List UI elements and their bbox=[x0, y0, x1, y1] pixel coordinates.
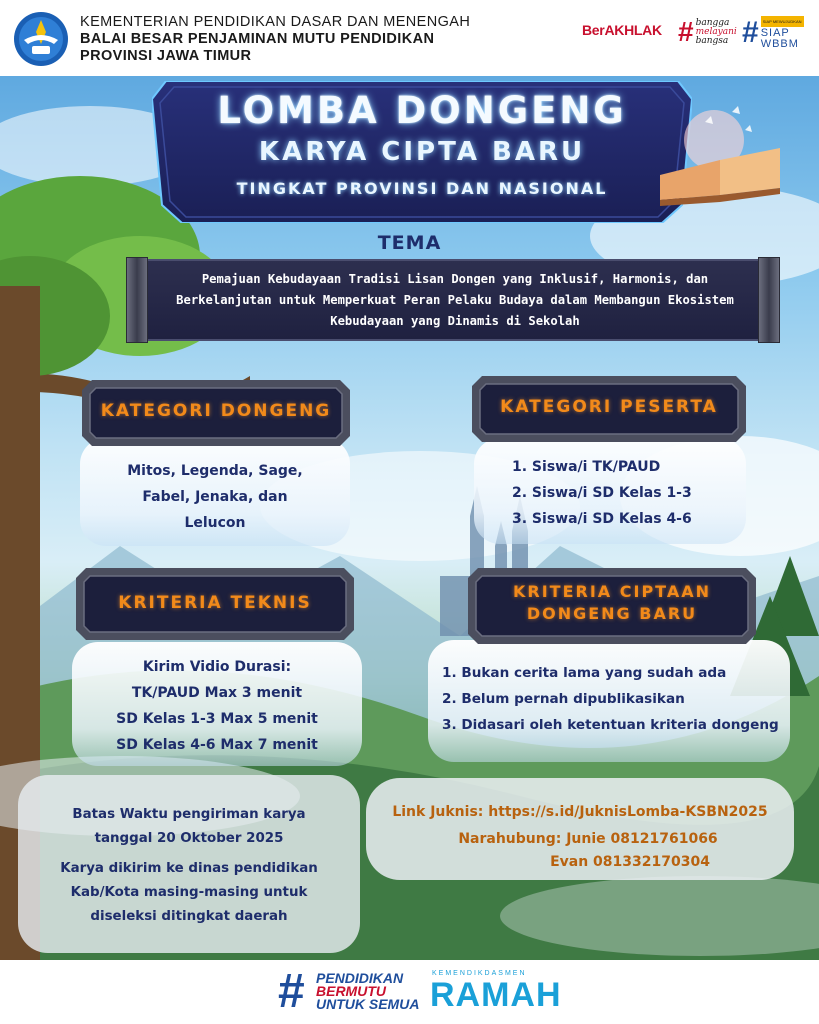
kategori-peserta-card bbox=[474, 438, 746, 544]
title-line-1: LOMBA DONGENG bbox=[217, 89, 627, 132]
title-banner bbox=[152, 81, 692, 223]
tut-wuri-handayani-logo-icon bbox=[10, 10, 72, 68]
melayani-text: melayani bbox=[695, 26, 737, 37]
kategori-dongeng-line-1: Mitos, Legenda, Sage, bbox=[127, 463, 303, 479]
list-item: 1. Bukan cerita lama yang sudah ada bbox=[442, 665, 727, 681]
kriteria-teknis-line-1: Kirim Vidio Durasi: bbox=[142, 659, 292, 675]
glowing-book-icon bbox=[650, 100, 790, 210]
deadline-line-3: Karya dikirim ke dinas pendidikan bbox=[60, 861, 318, 876]
list-item: 3. Didasari oleh ketentuan kriteria dongeng bbox=[442, 717, 779, 733]
kategori-peserta-header bbox=[472, 376, 746, 442]
kategori-peserta-list bbox=[512, 454, 692, 532]
siap-wbbm-logo bbox=[742, 16, 804, 50]
slogan-line-1: PENDIDIKAN bbox=[316, 970, 404, 986]
kriteria-teknis-line-2: TK/PAUD Max 3 menit bbox=[131, 685, 303, 701]
tema-heading: TEMA bbox=[377, 232, 442, 254]
kategori-dongeng-card bbox=[80, 438, 350, 546]
pendidikan-bermutu-logo bbox=[316, 972, 419, 1011]
wbbm-text: WBBM bbox=[760, 38, 799, 50]
deadline-card bbox=[18, 775, 360, 953]
kriteria-ciptaan-list bbox=[442, 660, 779, 738]
list-item: 2. Belum pernah dipublikasikan bbox=[442, 691, 685, 707]
kategori-dongeng-title: KATEGORI DONGENG bbox=[100, 401, 332, 421]
deadline-line-2: tanggal 20 Oktober 2025 bbox=[94, 831, 284, 846]
list-item: 2. Siswa/i SD Kelas 1-3 bbox=[512, 485, 692, 501]
narahubung-junie: Narahubung: Junie 08121761066 bbox=[458, 831, 718, 847]
ramah-logo: RAMAH bbox=[430, 976, 562, 1014]
narahubung-evan: Evan 081332170304 bbox=[550, 854, 710, 870]
juknis-link[interactable]: Link Juknis: https://s.id/JuknisLomba-KSBN2025 bbox=[392, 804, 768, 820]
kategori-dongeng-header bbox=[82, 380, 350, 446]
kriteria-ciptaan-header bbox=[468, 568, 756, 644]
berakhlak-logo bbox=[582, 22, 662, 44]
kemendikdasmen-text: KEMENDIKDASMEN bbox=[432, 970, 527, 977]
kategori-peserta-title: KATEGORI PESERTA bbox=[500, 397, 718, 417]
hash-icon: # bbox=[678, 16, 694, 47]
scroll-cap-right-icon bbox=[758, 257, 780, 343]
kriteria-ciptaan-title-1: KRITERIA CIPTAAN bbox=[513, 582, 711, 601]
kategori-dongeng-line-2: Fabel, Jenaka, dan bbox=[142, 489, 288, 505]
siap-top-text: SIAP MEWUJUDKAN bbox=[761, 16, 804, 27]
hash-icon: # bbox=[742, 16, 759, 49]
list-item: 3. Siswa/i SD Kelas 4-6 bbox=[512, 511, 692, 527]
berakhlak-tagline-icon bbox=[582, 39, 662, 44]
bangga-text: bangga bbox=[695, 17, 730, 28]
bangsa-text: bangsa bbox=[695, 35, 729, 46]
deadline-line-4: Kab/Kota masing-masing untuk bbox=[70, 885, 308, 900]
kriteria-teknis-card bbox=[72, 642, 362, 766]
berakhlak-text: BerAKHLAK bbox=[582, 22, 662, 38]
kriteria-teknis-title: KRITERIA TEKNIS bbox=[118, 593, 312, 613]
institution-line-2: BALAI BESAR PENJAMINAN MUTU PENDIDIKAN bbox=[80, 31, 435, 47]
kriteria-teknis-line-3: SD Kelas 1-3 Max 5 menit bbox=[116, 711, 318, 727]
deadline-line-1: Batas Waktu pengiriman karya bbox=[72, 807, 306, 822]
top-header bbox=[0, 0, 819, 76]
hash-icon: # bbox=[278, 965, 305, 1018]
kriteria-teknis-header bbox=[76, 568, 354, 634]
institution-line-1: KEMENTERIAN PENDIDIKAN DASAR DAN MENENGAH bbox=[80, 14, 471, 30]
tema-panel bbox=[138, 259, 768, 341]
deadline-line-5: diseleksi ditingkat daerah bbox=[90, 909, 288, 924]
bangga-melayani-bangsa-logo bbox=[678, 18, 737, 46]
list-item: 1. Siswa/i TK/PAUD bbox=[512, 459, 661, 475]
kriteria-ciptaan-card bbox=[428, 640, 790, 762]
kategori-dongeng-line-3: Lelucon bbox=[184, 515, 246, 531]
kriteria-teknis-line-4: SD Kelas 4-6 Max 7 menit bbox=[116, 737, 318, 753]
slogan-line-2: BERMUTU bbox=[316, 983, 386, 999]
slogan-line-3: UNTUK SEMUA bbox=[316, 996, 420, 1012]
scroll-cap-left-icon bbox=[126, 257, 148, 343]
title-line-3: TINGKAT PROVINSI DAN NASIONAL bbox=[236, 179, 608, 198]
institution-line-3: PROVINSI JAWA TIMUR bbox=[80, 48, 252, 64]
kriteria-ciptaan-title-2: DONGENG BARU bbox=[526, 604, 698, 623]
tema-text: Pemajuan Kebudayaan Tradisi Lisan Dongen yang Inklusif, Harmonis, dan Berkelanjutan untuk Memperkuat Peran Pelaku Budaya dalam Membangun Ekosistem Kebudayaan yang Dinamis di Sekolah bbox=[176, 272, 734, 328]
title-line-2: KARYA CIPTA BARU bbox=[258, 137, 586, 167]
siap-text: SIAP bbox=[760, 27, 790, 39]
contact-card bbox=[366, 778, 794, 880]
